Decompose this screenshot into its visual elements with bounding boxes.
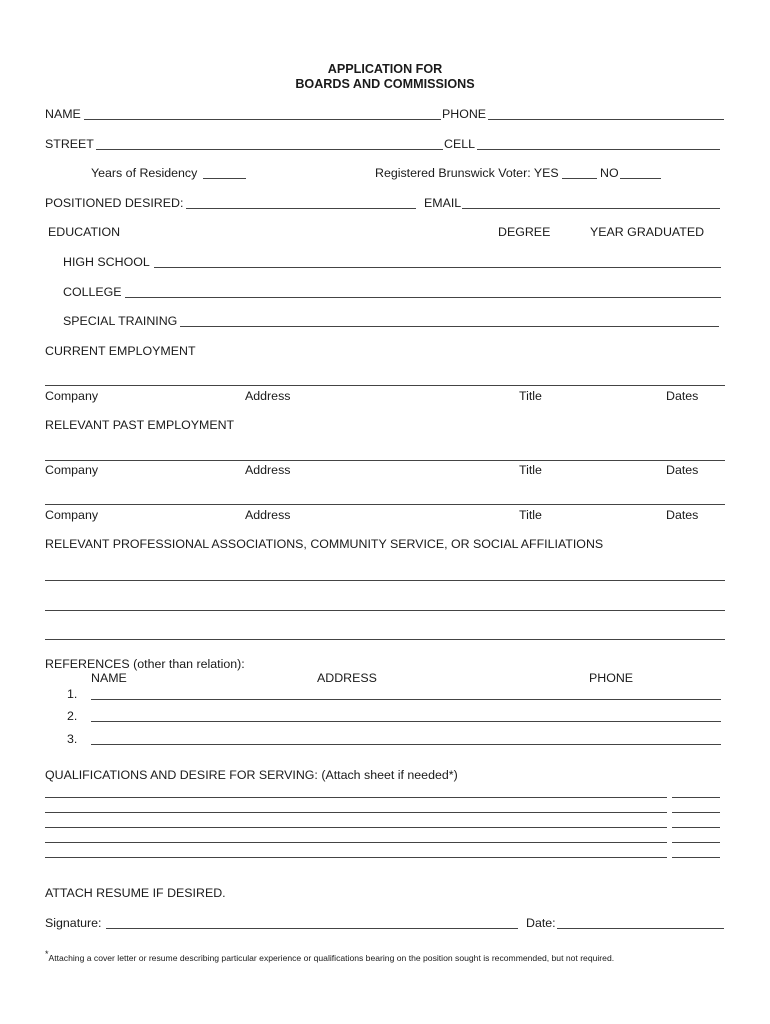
form-title-line1: APPLICATION FOR	[327, 62, 443, 76]
date-field[interactable]	[557, 928, 724, 929]
reference-field-3[interactable]	[91, 744, 721, 745]
voter-yes-label: Registered Brunswick Voter: YES	[375, 166, 559, 180]
ref-phone-header: PHONE	[589, 671, 634, 685]
associations-label: RELEVANT PROFESSIONAL ASSOCIATIONS, COMMUNITY SERVICE, OR SOCIAL AFFILIATIONS	[45, 537, 604, 551]
current-emp-dates-label: Dates	[666, 389, 699, 403]
voter-no-field[interactable]	[620, 178, 661, 179]
current-employment-field[interactable]	[45, 385, 725, 386]
ref-number: 2.	[67, 709, 78, 723]
voter-yes-field[interactable]	[562, 178, 597, 179]
current-emp-company-label: Company	[45, 389, 99, 403]
name-field[interactable]	[84, 119, 441, 120]
high-school-field[interactable]	[154, 267, 721, 268]
cell-field[interactable]	[477, 149, 720, 150]
current-emp-address-label: Address	[245, 389, 291, 403]
phone-field[interactable]	[488, 119, 724, 120]
high-school-label: HIGH SCHOOL	[63, 255, 150, 269]
associations-field-3[interactable]	[45, 639, 725, 640]
associations-field-2[interactable]	[45, 610, 725, 611]
qualifications-field[interactable]	[45, 797, 667, 798]
years-of-residency-label: Years of Residency	[91, 166, 198, 180]
past-emp-2-address-label: Address	[245, 508, 291, 522]
qualifications-field[interactable]	[45, 827, 667, 828]
years-of-residency-field[interactable]	[203, 178, 246, 179]
college-label: COLLEGE	[63, 285, 122, 299]
form-title-line2: BOARDS AND COMMISSIONS	[295, 77, 475, 91]
email-field[interactable]	[462, 208, 720, 209]
references-label: REFERENCES (other than relation):	[45, 657, 245, 671]
position-desired-field[interactable]	[186, 208, 416, 209]
degree-label: DEGREE	[498, 225, 551, 239]
year-graduated-label: YEAR GRADUATED	[590, 225, 705, 239]
past-emp-1-title-label: Title	[519, 463, 542, 477]
qualifications-field[interactable]	[45, 857, 667, 858]
past-emp-2-title-label: Title	[519, 508, 542, 522]
qualifications-field[interactable]	[672, 827, 720, 828]
qualifications-field[interactable]	[45, 842, 667, 843]
footnote-text: Attaching a cover letter or resume describing particular experience or qualifications bearing on the position sought is recommended, but not required.	[48, 952, 615, 963]
ref-address-header: ADDRESS	[317, 671, 377, 685]
qualifications-field[interactable]	[672, 797, 720, 798]
date-label: Date:	[526, 916, 556, 930]
past-emp-1-address-label: Address	[245, 463, 291, 477]
qualifications-field[interactable]	[672, 812, 720, 813]
special-training-field[interactable]	[180, 326, 719, 327]
current-emp-title-label: Title	[519, 389, 542, 403]
education-label: EDUCATION	[48, 225, 121, 239]
college-field[interactable]	[125, 297, 721, 298]
past-employment-field-2[interactable]	[45, 504, 725, 505]
ref-number: 1.	[67, 687, 78, 701]
footnote-mark: *	[45, 949, 49, 959]
qualifications-field[interactable]	[672, 842, 720, 843]
past-emp-2-dates-label: Dates	[666, 508, 699, 522]
position-desired-label: POSITIONED DESIRED:	[45, 196, 184, 210]
qualifications-label: QUALIFICATIONS AND DESIRE FOR SERVING: (Attach sheet if needed*)	[45, 768, 458, 782]
street-label: STREET	[45, 137, 94, 151]
ref-name-header: NAME	[91, 671, 127, 685]
past-employment-field-1[interactable]	[45, 460, 725, 461]
email-label: EMAIL	[424, 196, 462, 210]
signature-label: Signature:	[45, 916, 102, 930]
phone-label: PHONE	[442, 107, 487, 121]
past-employment-label: RELEVANT PAST EMPLOYMENT	[45, 418, 235, 432]
special-training-label: SPECIAL TRAINING	[63, 314, 178, 328]
signature-field[interactable]	[106, 928, 518, 929]
footnote	[45, 947, 614, 965]
past-emp-1-company-label: Company	[45, 463, 99, 477]
current-employment-label: CURRENT EMPLOYMENT	[45, 344, 196, 358]
past-emp-2-company-label: Company	[45, 508, 99, 522]
qualifications-field[interactable]	[672, 857, 720, 858]
attach-resume-label: ATTACH RESUME IF DESIRED.	[45, 886, 226, 900]
street-field[interactable]	[96, 149, 443, 150]
associations-field-1[interactable]	[45, 580, 725, 581]
cell-label: CELL	[444, 137, 475, 151]
reference-field-2[interactable]	[91, 721, 721, 722]
name-label: NAME	[45, 107, 81, 121]
qualifications-field[interactable]	[45, 812, 667, 813]
past-emp-1-dates-label: Dates	[666, 463, 699, 477]
voter-no-label: NO	[600, 166, 619, 180]
reference-field-1[interactable]	[91, 699, 721, 700]
ref-number: 3.	[67, 732, 78, 746]
